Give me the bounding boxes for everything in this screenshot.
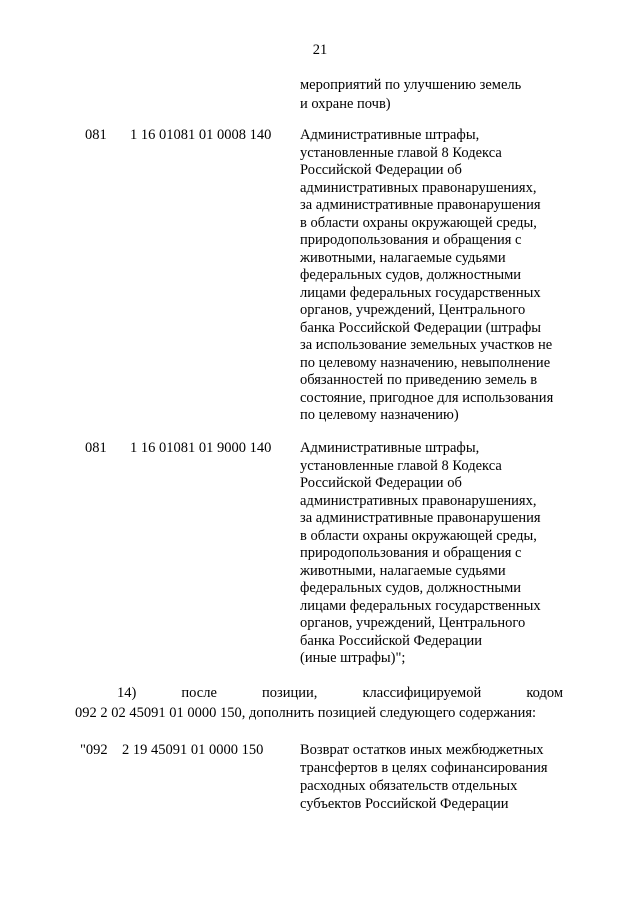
continuation-text xyxy=(300,76,521,114)
text-line: обязанностей по приведению земель в xyxy=(300,372,538,388)
text-line: федеральных судов, должностными xyxy=(300,267,522,283)
text-line: за административные правонарушения xyxy=(300,197,541,213)
income-code: 2 19 45091 01 0000 150 xyxy=(122,742,264,758)
text-line: органов, учреждений, Центрального xyxy=(300,615,526,631)
text-line: трансфертов в целях софинансирования xyxy=(300,760,548,776)
text-line: установленные главой 8 Кодекса xyxy=(300,144,502,161)
text-line: лицами федеральных государственных xyxy=(300,597,541,614)
text-line: состояние, пригодное для использования xyxy=(300,389,554,406)
text-line: Возврат остатков иных межбюджетных xyxy=(300,742,544,758)
text-line: животными, налагаемые судьями xyxy=(300,562,506,579)
income-code: 1 16 01081 01 9000 140 xyxy=(130,440,272,456)
text-line: (иные штрафы)"; xyxy=(300,650,406,666)
text-line: лицами федеральных государственных xyxy=(300,284,541,301)
text-line: в области охраны окружающей среды, xyxy=(300,527,537,544)
text-line: органов, учреждений, Центрального xyxy=(300,302,526,318)
text-line: по целевому назначению, невыполнение xyxy=(300,354,551,371)
text-line: Административные штрафы, xyxy=(300,440,480,456)
text-line: Российской Федерации об xyxy=(300,162,462,178)
text-line: административных правонарушениях, xyxy=(300,492,537,509)
amendment-paragraph-line-2: 092 2 02 45091 01 0000 150, дополнить позицией следующего содержания: xyxy=(75,705,537,721)
text-line: и охране почв) xyxy=(300,96,391,112)
text-line: за административные правонарушения xyxy=(300,510,541,526)
text-line: природопользования и обращения с xyxy=(300,545,522,561)
entry-description xyxy=(300,741,548,813)
entry-description xyxy=(300,127,553,425)
text-line: федеральных судов, должностными xyxy=(300,580,522,596)
text-line: животными, налагаемые судьями xyxy=(300,249,506,266)
text-line: природопользования и обращения с xyxy=(300,232,522,248)
text-line: мероприятий по улучшению земель xyxy=(300,77,522,93)
text-line: Административные штрафы, xyxy=(300,127,480,143)
entry-description xyxy=(300,440,541,668)
income-code: 1 16 01081 01 0008 140 xyxy=(130,127,272,143)
page-number: 21 xyxy=(312,42,328,58)
text-line: Российской Федерации об xyxy=(300,475,462,491)
admin-code: 081 xyxy=(85,440,107,456)
text-line: расходных обязательств отдельных xyxy=(300,778,518,794)
text-line: административных правонарушениях, xyxy=(300,179,537,196)
admin-code: "092 xyxy=(80,742,108,758)
text-line: в области охраны окружающей среды, xyxy=(300,214,537,231)
amendment-paragraph-line-1: 14) после позиции, классифицируемой кодом xyxy=(117,685,563,701)
text-line: субъектов Российской Федерации xyxy=(300,796,509,812)
admin-code: 081 xyxy=(85,127,107,143)
text-line: установленные главой 8 Кодекса xyxy=(300,457,502,474)
text-line: по целевому назначению) xyxy=(300,407,459,423)
text-line: банка Российской Федерации (штрафы xyxy=(300,319,541,336)
text-line: банка Российской Федерации xyxy=(300,632,483,649)
text-line: за использование земельных участков не xyxy=(300,337,553,353)
